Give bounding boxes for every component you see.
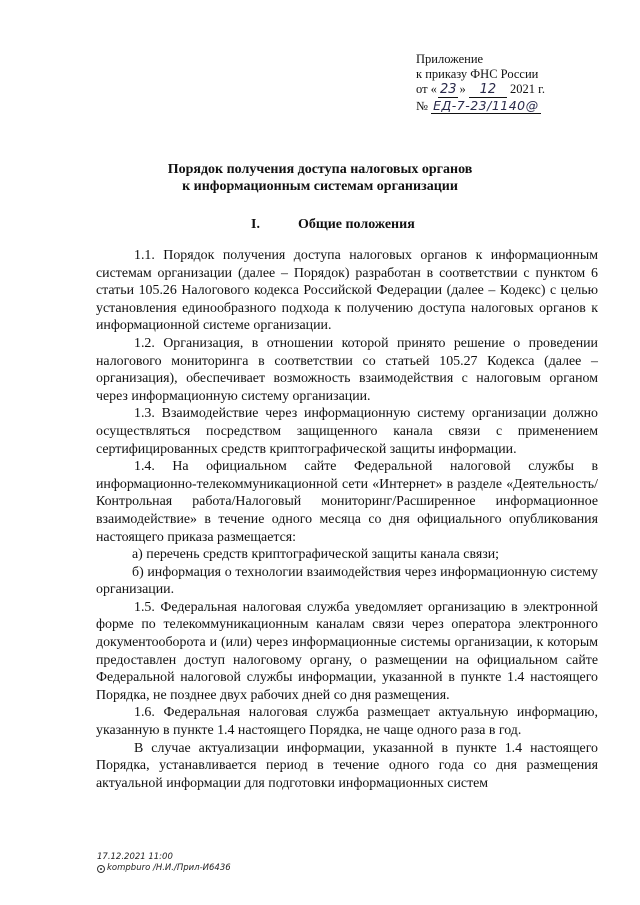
paragraph-1-5: 1.5. Федеральная налоговая служба уведомляет организацию в электронной форме по телекоммуникационным каналам связи через оператора электронного документооборота и (или) через информационные системы организации, к которым предоставлен доступ налоговому органу, о размещении на официальном сайте Федеральной налоговой службы информации, указанной в пункте 1.4 настоящего Порядка, не позднее двух рабочих дней со дня размещения. [96,599,598,703]
date-prefix: от « [416,82,437,96]
order-number [416,98,616,114]
section-name: Общие положения [298,217,415,232]
handwritten-month: 12 [469,82,507,98]
date-mid: » [459,82,466,96]
date-year: 2021 г. [509,82,545,96]
section-number: I. [251,217,260,232]
appendix-header [416,52,616,114]
paragraph-1-6: 1.6. Федеральная налоговая служба размещает актуальную информацию, указанную в пункте 1.4 настоящего Порядка, не чаще одного раза в год. [96,705,598,739]
paragraph-1-3: 1.3. Взаимодействие через информационную систему организации должно осуществляться посредством защищенного канала связи с применением сертифицированных средств криптографической защиты информации. [96,406,598,457]
paragraph-update: В случае актуализации информации, указанной в пункте 1.4 настоящего Порядка, устанавливается период в течение одного года со дня размещения актуальной информации для подготовки информационных систем [96,740,598,791]
title-line-2: к информационным системам организации [182,179,458,194]
footer-timestamp: 17.12.2021 11:00 [97,852,173,862]
footer-file-path [97,863,231,874]
order-reference: к приказу ФНС России [416,67,539,81]
footer-path-text: kompburo /Н.И./Прил-И6436 [107,863,231,873]
list-item-a: а) перечень средств криптографической защиты канала связи; [132,547,500,563]
handwritten-number: ЕД-7-23/1140@ [433,98,539,113]
paragraph-1-2: 1.2. Организация, в отношении которой принято решение о проведении налогового мониторинга в соответствии со статьей 105.27 Кодекса (далее – организация), обеспечивает возможность взаимодействия с налоговым органом через информационную систему организации. [96,335,598,404]
document-title [100,161,540,195]
paragraph-1-4: 1.4. На официальном сайте Федеральной налоговой службы в информационно-телекоммуникационной сети «Интернет» в разделе «Деятельность/Контрольная работа/Налоговый мониторинг/Расширенное информационное взаимодействие» в течение одного месяца со дня официального опубликования настоящего приказа размещается: [96,459,598,545]
paragraph-1-1: 1.1. Порядок получения доступа налоговых органов к информационным системам организации (далее – Порядок) разработан в соответствии с пунктом 6 статьи 105.26 Налогового кодекса Российской Федерации (далее – Кодекс) с целью установления единообразного подхода к получению доступа налоговых органов к информационной системе организации. [96,248,598,334]
order-date [416,82,616,98]
document-body [96,247,598,792]
number-prefix: № [416,99,428,113]
disk-icon [97,865,105,873]
footer [97,852,231,874]
list-item-b: б) информация о технологии взаимодействия через информационную систему организации. [96,564,598,598]
title-line-1: Порядок получения доступа налоговых органов [167,162,473,177]
appendix-label: Приложение [416,52,484,66]
handwritten-day: 23 [439,82,457,97]
